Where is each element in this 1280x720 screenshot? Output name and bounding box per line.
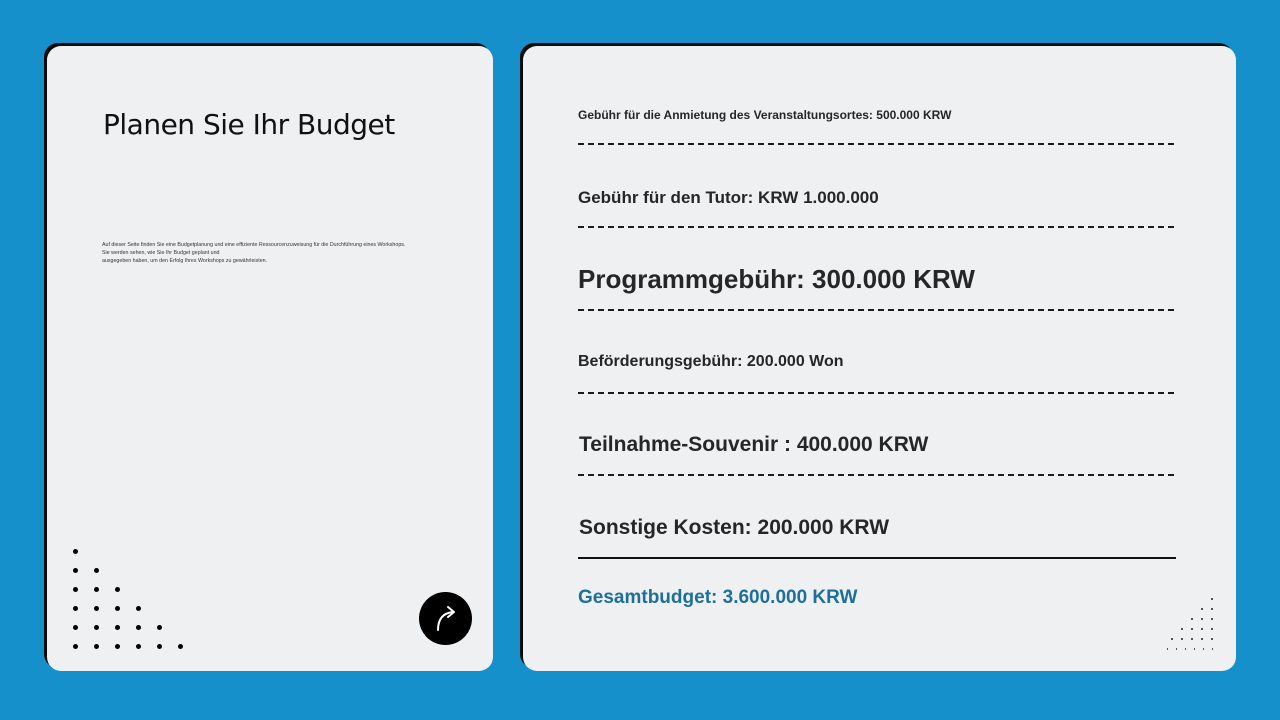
budget-item-souvenir: Teilnahme-Souvenir : 400.000 KRW bbox=[579, 433, 929, 456]
budget-item-transport: Beförderungsgebühr: 200.000 Won bbox=[578, 353, 844, 370]
divider bbox=[578, 474, 1174, 476]
page-title: Planen Sie Ihr Budget bbox=[103, 108, 395, 141]
description-line: Sie werden sehen, wie Sie Ihr Budget geplant und bbox=[102, 250, 220, 256]
intro-card bbox=[47, 46, 493, 671]
budget-item-misc: Sonstige Kosten: 200.000 KRW bbox=[579, 516, 890, 539]
divider bbox=[578, 392, 1174, 394]
budget-item-tutor: Gebühr für den Tutor: KRW 1.000.000 bbox=[578, 188, 879, 207]
divider bbox=[578, 143, 1174, 145]
divider bbox=[578, 226, 1174, 228]
total-budget: Gesamtbudget: 3.600.000 KRW bbox=[578, 587, 858, 608]
description-line: ausgegeben haben, um den Erfolg Ihres Workshops zu gewährleisten. bbox=[102, 258, 268, 264]
description-line: Auf dieser Seite finden Sie eine Budgetplanung und eine effiziente Ressourcenzuweisung für die Durchführung eines Workshops. bbox=[102, 242, 406, 248]
curved-arrow-right-icon bbox=[431, 604, 461, 634]
next-button[interactable] bbox=[419, 592, 472, 645]
budget-card bbox=[523, 46, 1236, 671]
budget-item-venue: Gebühr für die Anmietung des Veranstaltungsortes: 500.000 KRW bbox=[578, 108, 952, 122]
dot-triangle-icon bbox=[73, 542, 199, 656]
budget-item-program: Programmgebühr: 300.000 KRW bbox=[578, 264, 975, 294]
small-dot-triangle-icon bbox=[1159, 594, 1213, 654]
description bbox=[102, 241, 442, 265]
divider bbox=[578, 309, 1174, 311]
total-divider bbox=[578, 557, 1176, 559]
